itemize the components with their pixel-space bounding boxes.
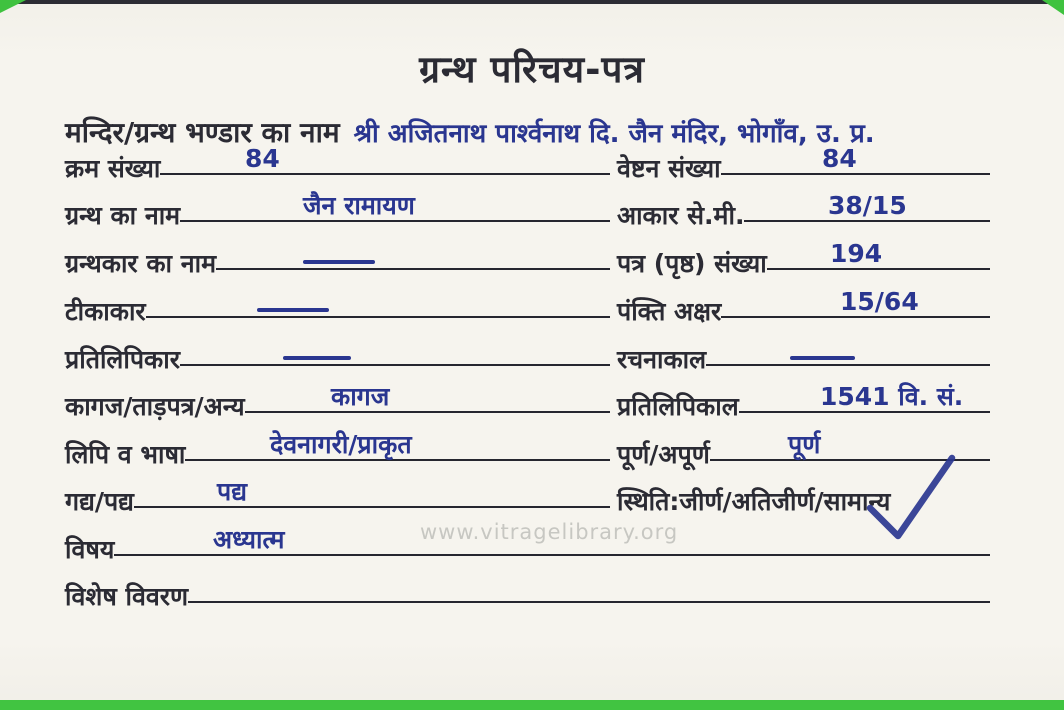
field-value: 84 bbox=[822, 144, 857, 173]
field-rule bbox=[744, 220, 990, 222]
field-row-granth-name bbox=[65, 185, 610, 231]
watermark-text: www.vitragelibrary.org bbox=[420, 520, 679, 544]
field-row-condition bbox=[617, 471, 990, 517]
field-row-script-language bbox=[65, 424, 610, 470]
field-label: कागज/ताड़पत्र/अन्य bbox=[65, 392, 245, 421]
field-value: 84 bbox=[245, 144, 280, 173]
field-rule bbox=[185, 459, 610, 461]
field-label: पत्र (पृष्ठ) संख्या bbox=[617, 249, 767, 278]
field-row-page-count bbox=[617, 233, 990, 279]
field-rule bbox=[134, 506, 610, 508]
field-rule bbox=[767, 268, 990, 270]
field-value: कागज bbox=[331, 382, 390, 411]
scan-top-edge bbox=[0, 0, 1064, 4]
field-value: 15/64 bbox=[840, 287, 919, 316]
field-value: पद्य bbox=[217, 477, 247, 506]
field-row-size-cm bbox=[617, 185, 990, 231]
field-value: 38/15 bbox=[828, 191, 907, 220]
field-value: 1541 वि. सं. bbox=[820, 382, 964, 411]
field-label: प्रतिलिपिकाल bbox=[617, 392, 739, 421]
field-label: टीकाकार bbox=[65, 297, 146, 326]
temple-name-value: श्री अजितनाथ पार्श्वनाथ दि. जैन मंदिर, भोगाँव, उ. प्र. bbox=[353, 118, 875, 149]
field-rule bbox=[245, 411, 610, 413]
field-row-material bbox=[65, 376, 610, 422]
field-row-composition-date bbox=[617, 329, 990, 375]
temple-name-label: मन्दिर/ग्रन्थ भण्डार का नाम bbox=[65, 116, 340, 150]
blank-ink-dash bbox=[790, 356, 855, 360]
field-row-copyist bbox=[65, 329, 610, 375]
field-rule bbox=[180, 364, 610, 366]
field-label: रचनाकाल bbox=[617, 345, 707, 374]
field-label: वेष्टन संख्या bbox=[617, 154, 721, 183]
field-label: विशेष विवरण bbox=[65, 582, 189, 611]
field-rule bbox=[739, 411, 990, 413]
field-row-bundle-number bbox=[617, 138, 990, 184]
field-rule bbox=[114, 554, 990, 556]
field-label: ग्रन्थ का नाम bbox=[65, 201, 181, 230]
field-rule bbox=[160, 173, 610, 175]
field-rule bbox=[146, 316, 610, 318]
field-rule bbox=[706, 364, 990, 366]
blank-ink-dash bbox=[257, 308, 329, 312]
field-value: देवनागरी/प्राकृत bbox=[270, 430, 412, 459]
card-title: ग्रन्थ परिचय-पत्र bbox=[419, 48, 645, 91]
field-row-complete-incomplete bbox=[617, 424, 990, 470]
field-label: प्रतिलिपिकार bbox=[65, 345, 180, 374]
field-label: स्थिति:जीर्ण/अतिजीर्ण/सामान्य bbox=[617, 487, 891, 516]
field-rule bbox=[721, 173, 990, 175]
field-value: अध्यात्म bbox=[213, 525, 285, 554]
field-row-author-name bbox=[65, 233, 610, 279]
field-row-special-details bbox=[65, 566, 990, 612]
field-label: आकार से.मी. bbox=[617, 201, 745, 230]
field-label: लिपि व भाषा bbox=[65, 440, 186, 469]
field-label: गद्य/पद्य bbox=[65, 487, 134, 516]
field-label: क्रम संख्या bbox=[65, 154, 161, 183]
field-rule bbox=[216, 268, 610, 270]
field-label: पूर्ण/अपूर्ण bbox=[617, 440, 710, 469]
field-value: 194 bbox=[830, 239, 883, 268]
field-row-prose-verse bbox=[65, 471, 610, 517]
blank-ink-dash bbox=[303, 260, 375, 264]
field-row-lines-letters bbox=[617, 281, 990, 327]
field-label: पंक्ति अक्षर bbox=[617, 297, 722, 326]
field-row-serial-number bbox=[65, 138, 610, 184]
field-rule bbox=[710, 459, 990, 461]
field-value: पूर्ण bbox=[788, 430, 821, 459]
field-rule bbox=[721, 316, 990, 318]
field-rule bbox=[188, 601, 990, 603]
field-row-copy-date bbox=[617, 376, 990, 422]
field-rule bbox=[180, 220, 610, 222]
field-label: विषय bbox=[65, 535, 115, 564]
field-value: जैन रामायण bbox=[303, 191, 415, 220]
field-row-commentator bbox=[65, 281, 610, 327]
blank-ink-dash bbox=[283, 356, 351, 360]
scan-bottom-green-strip bbox=[0, 700, 1064, 710]
field-label: ग्रन्थकार का नाम bbox=[65, 249, 217, 278]
